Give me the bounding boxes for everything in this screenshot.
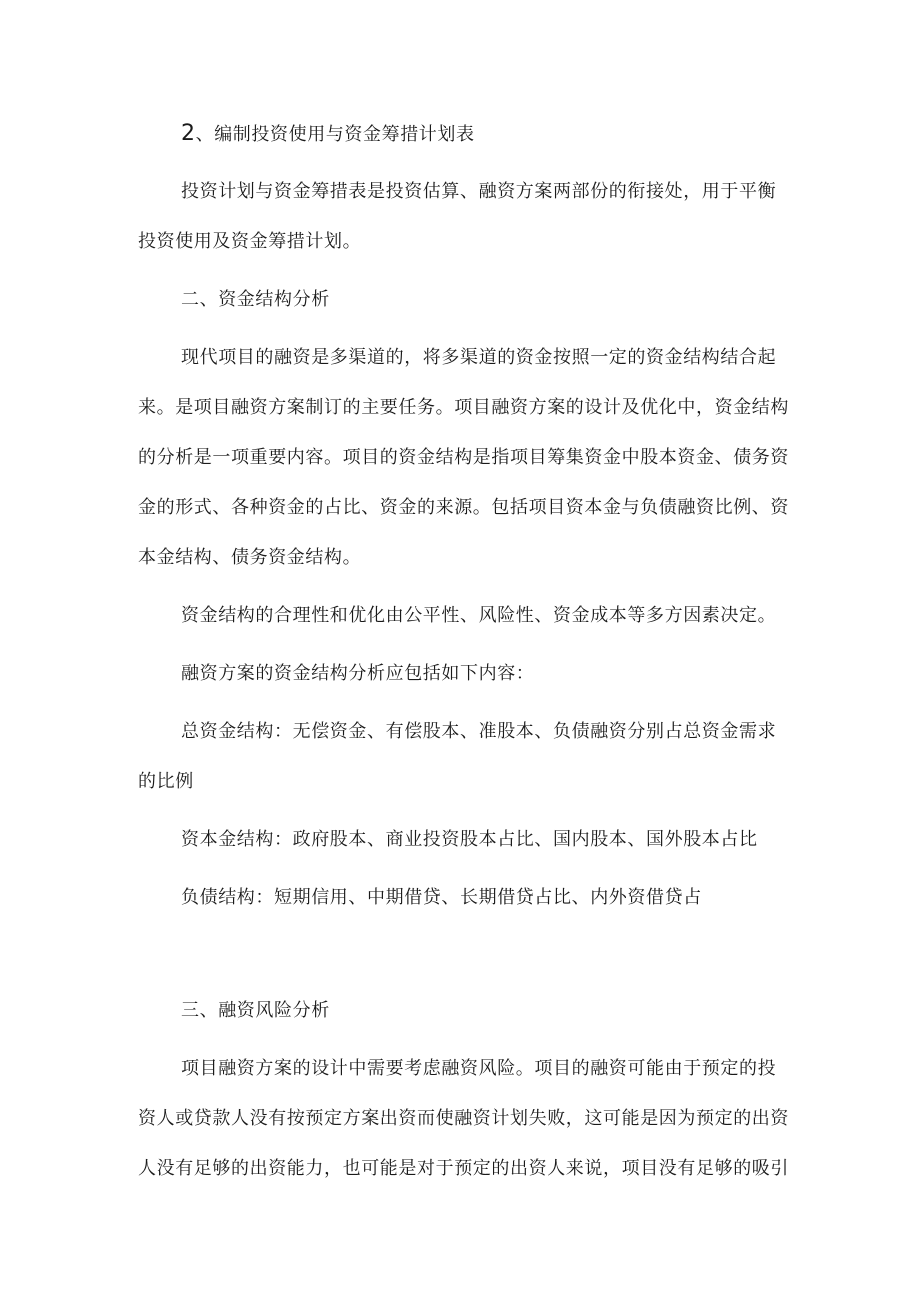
- paragraph-line: 资人或贷款人没有按预定方案出资而使融资计划失败，这可能是因为预定的出资: [138, 1108, 789, 1129]
- paragraph-line: 的比例: [138, 771, 194, 792]
- paragraph-line: 负债结构：短期信用、中期借贷、长期借贷占比、内外资借贷占: [181, 887, 702, 908]
- heading-text: 、编制投资使用与资金筹措计划表: [195, 124, 475, 145]
- paragraph-line: 总资金结构：无偿资金、有偿股本、准股本、负债融资分别占总资金需求: [181, 721, 777, 742]
- paragraph-line: 现代项目的融资是多渠道的，将多渠道的资金按照一定的资金结构结合起: [181, 347, 777, 368]
- paragraph-line: 资本金结构：政府股本、商业投资股本占比、国内股本、国外股本占比: [181, 829, 758, 850]
- paragraph-line: 资金结构的合理性和优化由公平性、风险性、资金成本等多方因素决定。: [181, 605, 777, 626]
- paragraph-line: 投资使用及资金筹措计划。: [138, 231, 362, 252]
- paragraph-line: 的分析是一项重要内容。项目的资金结构是指项目筹集资金中股本资金、债务资: [138, 447, 789, 468]
- section-heading-financing-risk: 三、融资风险分析: [181, 1000, 330, 1021]
- paragraph-line: 金的形式、各种资金的占比、资金的来源。包括项目资本金与负债融资比例、资: [138, 497, 789, 518]
- paragraph-line: 本金结构、债务资金结构。: [138, 547, 362, 568]
- paragraph-line: 来。是项目融资方案制订的主要任务。项目融资方案的设计及优化中，资金结构: [138, 397, 789, 418]
- paragraph-line: 融资方案的资金结构分析应包括如下内容：: [181, 663, 535, 684]
- heading-number: 2: [181, 121, 196, 146]
- paragraph-line: 人没有足够的出资能力，也可能是对于预定的出资人来说，项目没有足够的吸引: [138, 1158, 789, 1179]
- section-heading-investment-plan: [181, 122, 475, 147]
- paragraph-line: 投资计划与资金筹措表是投资估算、融资方案两部份的衔接处，用于平衡: [181, 181, 777, 202]
- paragraph-line: 项目融资方案的设计中需要考虑融资风险。项目的融资可能由于预定的投: [181, 1058, 777, 1079]
- section-heading-capital-structure: 二、资金结构分析: [181, 289, 330, 310]
